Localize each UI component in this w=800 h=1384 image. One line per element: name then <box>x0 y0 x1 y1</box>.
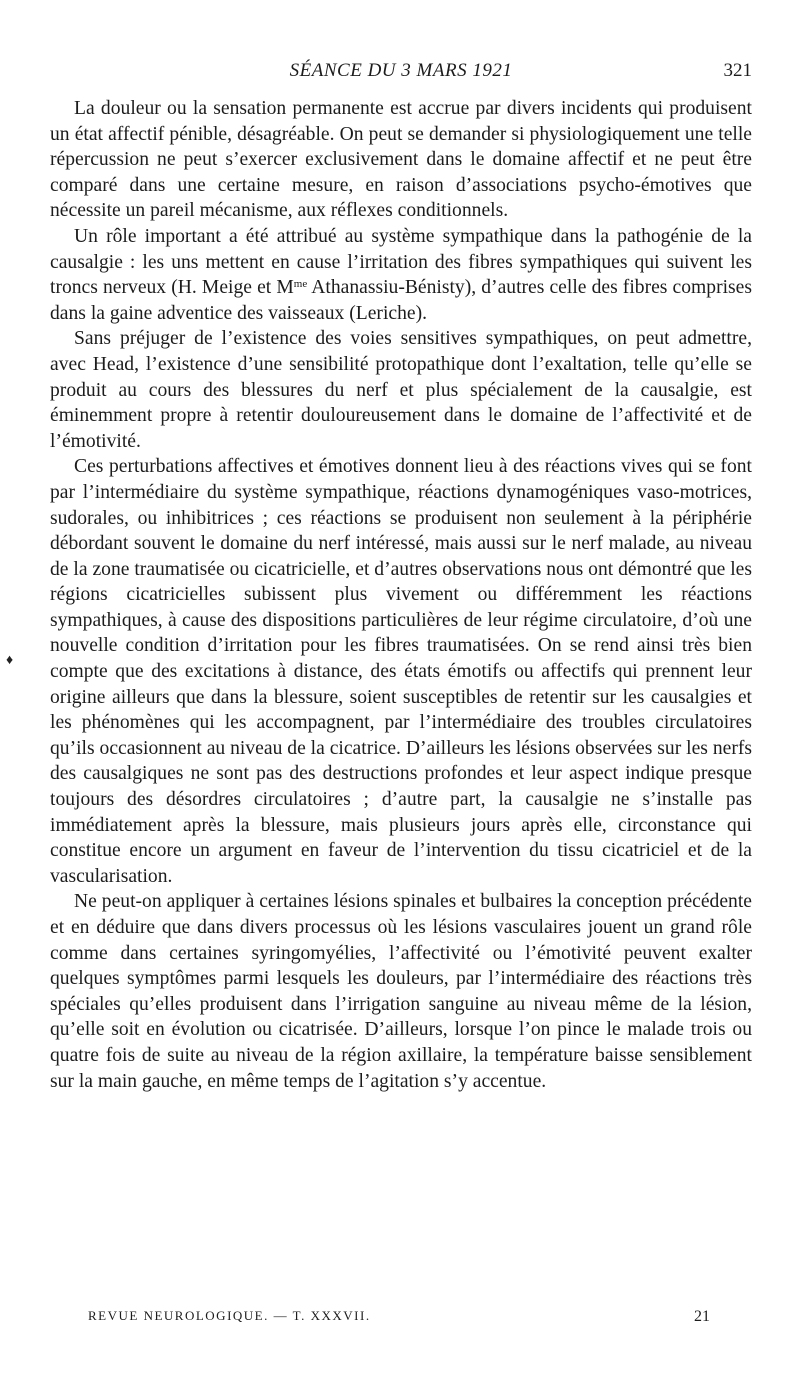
paragraph-2-part-a: Un rôle important a été attribué au système sympathique dans la pathogénie de la causalgie : les uns mettent en cause l’irritation des fibres sympathiques qui suivent les troncs nerveux (H. Meige et M <box>50 225 752 299</box>
paragraph-2-part-b: Athanassiu-Bénisty), d’autres celle des fibres comprises dans la gaine adventice des vaisseaux (Leriche). <box>50 277 752 324</box>
paragraph-1: La douleur ou la sensation permanente est accrue par divers incidents qui produisent un état affectif pénible, désagréable. On peut se demander si physiologiquement une telle répercussion ne peut s’exercer exclusivement dans le domaine affectif et ne peut être comparé dans une certaine mesure, en raison d’associations psycho-émotives que nécessite un pareil mécanisme, aux réflexes conditionnels. <box>50 98 752 222</box>
running-head <box>50 60 752 90</box>
paragraph-4: Ces perturbations affectives et émotives donnent lieu à des réactions vives qui se font par l’intermédiaire du système sympathique, réactions dynamogéniques vaso-motrices, sudorales, ou inhibitrices ; ces réactions se produisent non seulement à la périphérie débordant souvent le domaine du nerf intéressé, mais aussi sur le nerf malade, au niveau de la zone traumatisée ou cicatricielle, et d’autres observations nous ont démontré que les régions cicatricielles subissent plus vivement ou différemment les réactions sympathiques, à cause des dispositions particulières de leur régime circulatoire, d’où une nouvelle condition d’irritation pour les fibres traumatisées. On se rend ainsi très bien compte que des excitations à distance, des états émotifs ou affectifs qui prennent leur origine ailleurs que dans la blessure, soient susceptibles de retentir sur les causalgies et les phénomènes qui les accompagnent, par l’intermédiaire des troubles circulatoires qu’ils occasionnent au niveau de la cicatrice. D’ailleurs les lésions observées sur les nerfs des causalgiques ne sont pas des destructions profondes et leur aspect indique presque toujours des désordres circulatoires ; d’autre part, la causalgie ne s’installe pas immédiatement après la blessure, mais plusieurs jours après elle, circonstance qui constitue encore un argument en faveur de l’intervention du tissu cicatriciel et de la vascularisation. <box>50 456 752 887</box>
journal-footer: REVUE NEUROLOGIQUE. — T. XXXVII. <box>88 1308 371 1323</box>
paragraph-2 <box>50 224 752 326</box>
margin-mark: ♦ <box>6 653 14 668</box>
paragraph-5: Ne peut-on appliquer à certaines lésions spinales et bulbaires la conception précédente et en déduire que dans divers processus où les lésions vasculaires jouent un grand rôle comme dans certaines syringomyélies, l’affectivité ou l’émotivité peuvent exalter quelques symptômes parmi lesquels les douleurs, par l’intermédiaire des réactions très spéciales qu’elles produisent dans l’irrigation sanguine au niveau même de la lésion, qu’elle soit en évolution ou cicatrisée. D’ailleurs, lorsque l’on pince le malade trois ou quatre fois de suite au niveau de la région axillaire, la température baisse sensiblement sur la main gauche, en même temps de l’agitation s’y accentue. <box>50 891 752 1092</box>
page-title: SÉANCE DU 3 MARS 1921 <box>289 60 513 81</box>
body-text <box>50 96 752 1094</box>
footer <box>88 1308 710 1330</box>
superscript-me: me <box>293 278 308 291</box>
page-number: 321 <box>723 60 752 81</box>
paragraph-3: Sans préjuger de l’existence des voies sensitives sympathiques, on peut admettre, avec Head, l’existence d’une sensibilité protopathique dont l’exaltation, telle qu’elle se produit au cours des blessures du nerf et plus spécialement de la causalgie, est éminemment propre à retentir douloureusement dans le domaine de l’affectivité et de l’émotivité. <box>50 328 752 452</box>
signature-number: 21 <box>694 1308 710 1325</box>
